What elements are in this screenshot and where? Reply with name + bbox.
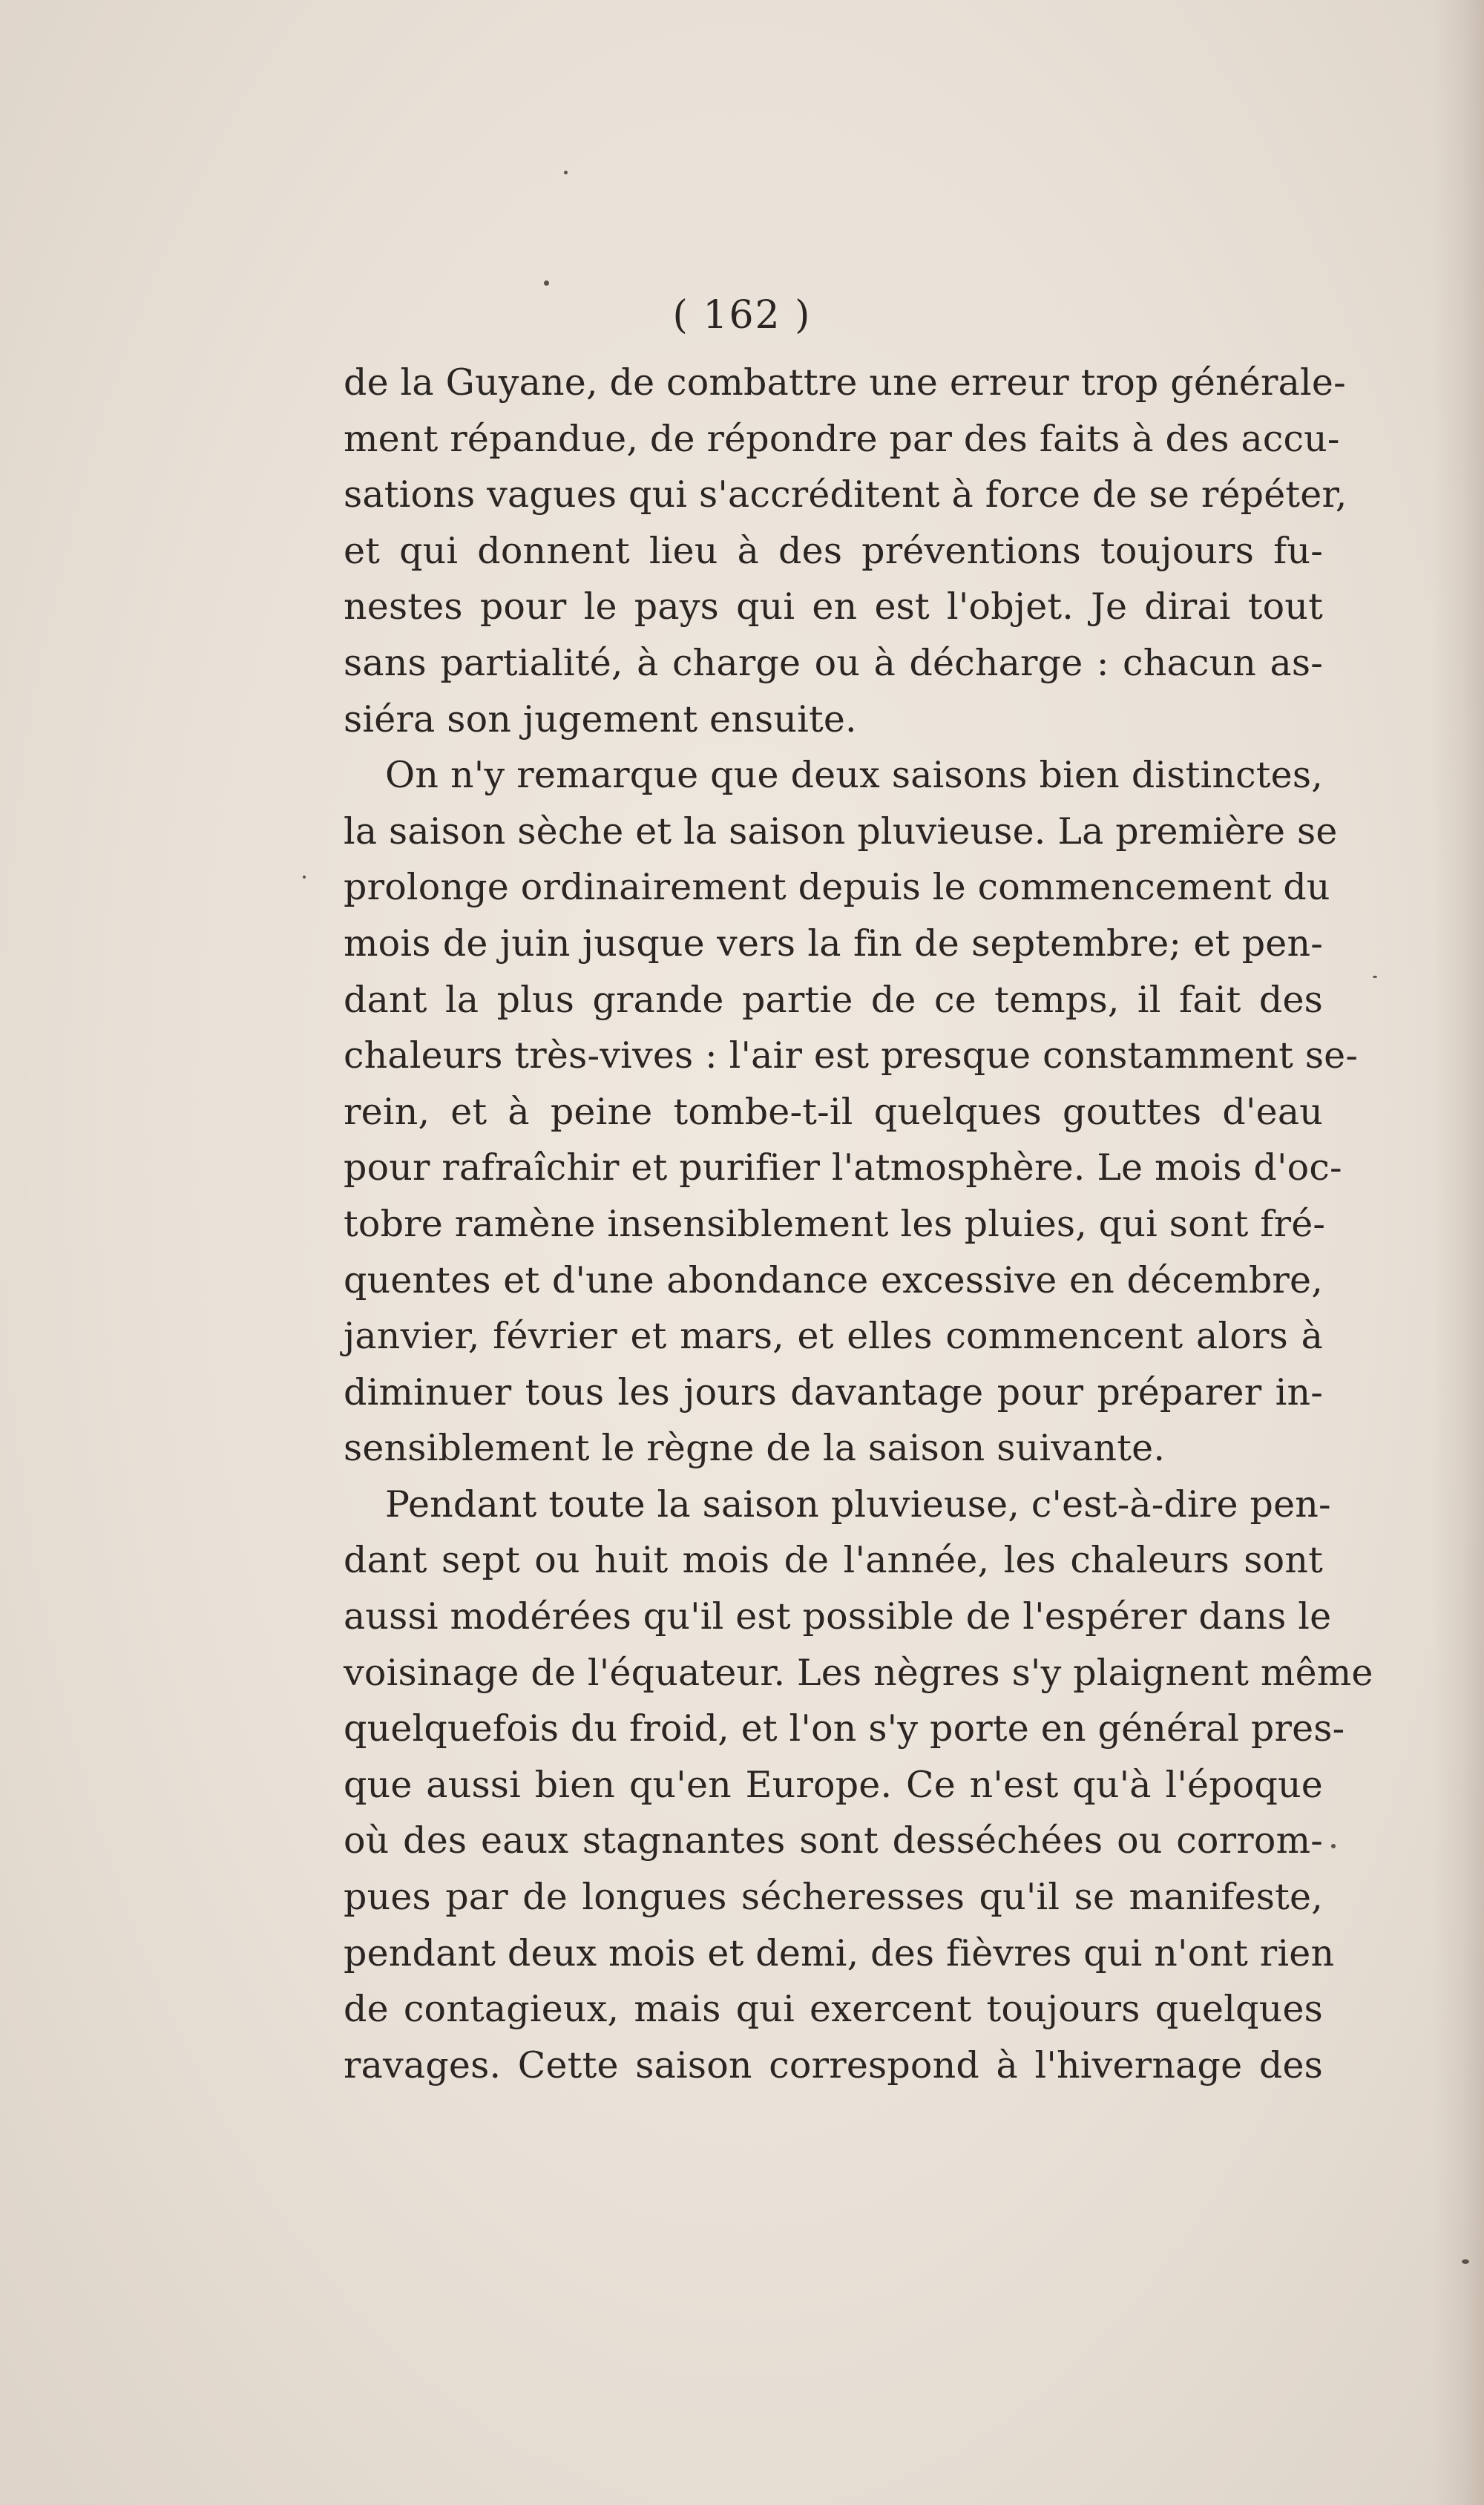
ink-speck	[544, 280, 549, 286]
text-line: quelquefois du froid, et l'on s'y porte en général pres-	[344, 1707, 1345, 1750]
body-text	[344, 355, 1373, 2093]
page-number: ( 162 )	[672, 293, 812, 338]
text-line: sensiblement le règne de la saison suivante.	[344, 1427, 1166, 1470]
ink-speck	[1373, 976, 1377, 978]
text-line: de contagieux, mais qui exercent toujours quelques	[344, 1988, 1323, 2031]
text-line: ment répandue, de répondre par des faits à des accu-	[344, 417, 1340, 460]
ink-speck	[1462, 2259, 1469, 2264]
paragraph-2	[344, 747, 1359, 1477]
paragraph-3	[344, 1477, 1373, 2094]
text-line: nestes pour le pays qui en est l'objet. Je dirai tout	[344, 585, 1323, 628]
ink-speck	[1331, 1844, 1336, 1848]
text-line: pour rafraîchir et purifier l'atmosphère. Le mois d'oc-	[344, 1146, 1342, 1189]
text-line: et qui donnent lieu à des préventions toujours fu-	[344, 529, 1323, 572]
text-line: quentes et d'une abondance excessive en décembre,	[344, 1258, 1323, 1301]
ink-speck	[303, 876, 306, 879]
text-line: mois de juin jusque vers la fin de septembre; et pen-	[344, 922, 1323, 965]
text-line: sations vagues qui s'accréditent à force de se répéter,	[344, 473, 1347, 516]
text-line: aussi modérées qu'il est possible de l'espérer dans le	[344, 1595, 1332, 1638]
text-line: sans partialité, à charge ou à décharge : chacun as-	[344, 641, 1323, 684]
text-line: la saison sèche et la saison pluvieuse. La première se	[344, 810, 1338, 853]
ink-speck	[564, 171, 568, 174]
text-line: voisinage de l'équateur. Les nègres s'y plaignent même	[344, 1651, 1373, 1694]
text-line: pues par de longues sécheresses qu'il se manifeste,	[344, 1876, 1323, 1919]
text-line: que aussi bien qu'en Europe. Ce n'est qu'à l'époque	[344, 1763, 1323, 1806]
text-line: On n'y remarque que deux saisons bien distinctes,	[385, 754, 1323, 797]
text-line: janvier, février et mars, et elles commencent alors à	[344, 1315, 1323, 1358]
text-line: ravages. Cette saison correspond à l'hivernage des	[344, 2043, 1323, 2087]
text-line: Pendant toute la saison pluvieuse, c'est-à-dire pen-	[385, 1483, 1331, 1526]
text-line: de la Guyane, de combattre une erreur trop générale-	[344, 361, 1346, 404]
text-line: rein, et à peine tombe-t-il quelques gouttes d'eau	[344, 1090, 1323, 1133]
text-line: où des eaux stagnantes sont desséchées ou corrom-	[344, 1819, 1323, 1862]
text-line: chaleurs très-vives : l'air est presque constamment se-	[344, 1034, 1359, 1077]
text-line: siéra son jugement ensuite.	[344, 697, 857, 741]
text-line: dant sept ou huit mois de l'année, les chaleurs sont	[344, 1539, 1323, 1582]
paragraph-1	[344, 355, 1347, 747]
text-line: prolonge ordinairement depuis le commencement du	[344, 866, 1330, 909]
text-line: tobre ramène insensiblement les pluies, qui sont fré-	[344, 1202, 1326, 1245]
text-line: diminuer tous les jours davantage pour préparer in-	[344, 1370, 1323, 1414]
page-edge-shadow	[1432, 0, 1484, 2505]
text-line: pendant deux mois et demi, des fièvres qui n'ont rien	[344, 1931, 1335, 1974]
text-line: dant la plus grande partie de ce temps, il fait des	[344, 978, 1323, 1021]
